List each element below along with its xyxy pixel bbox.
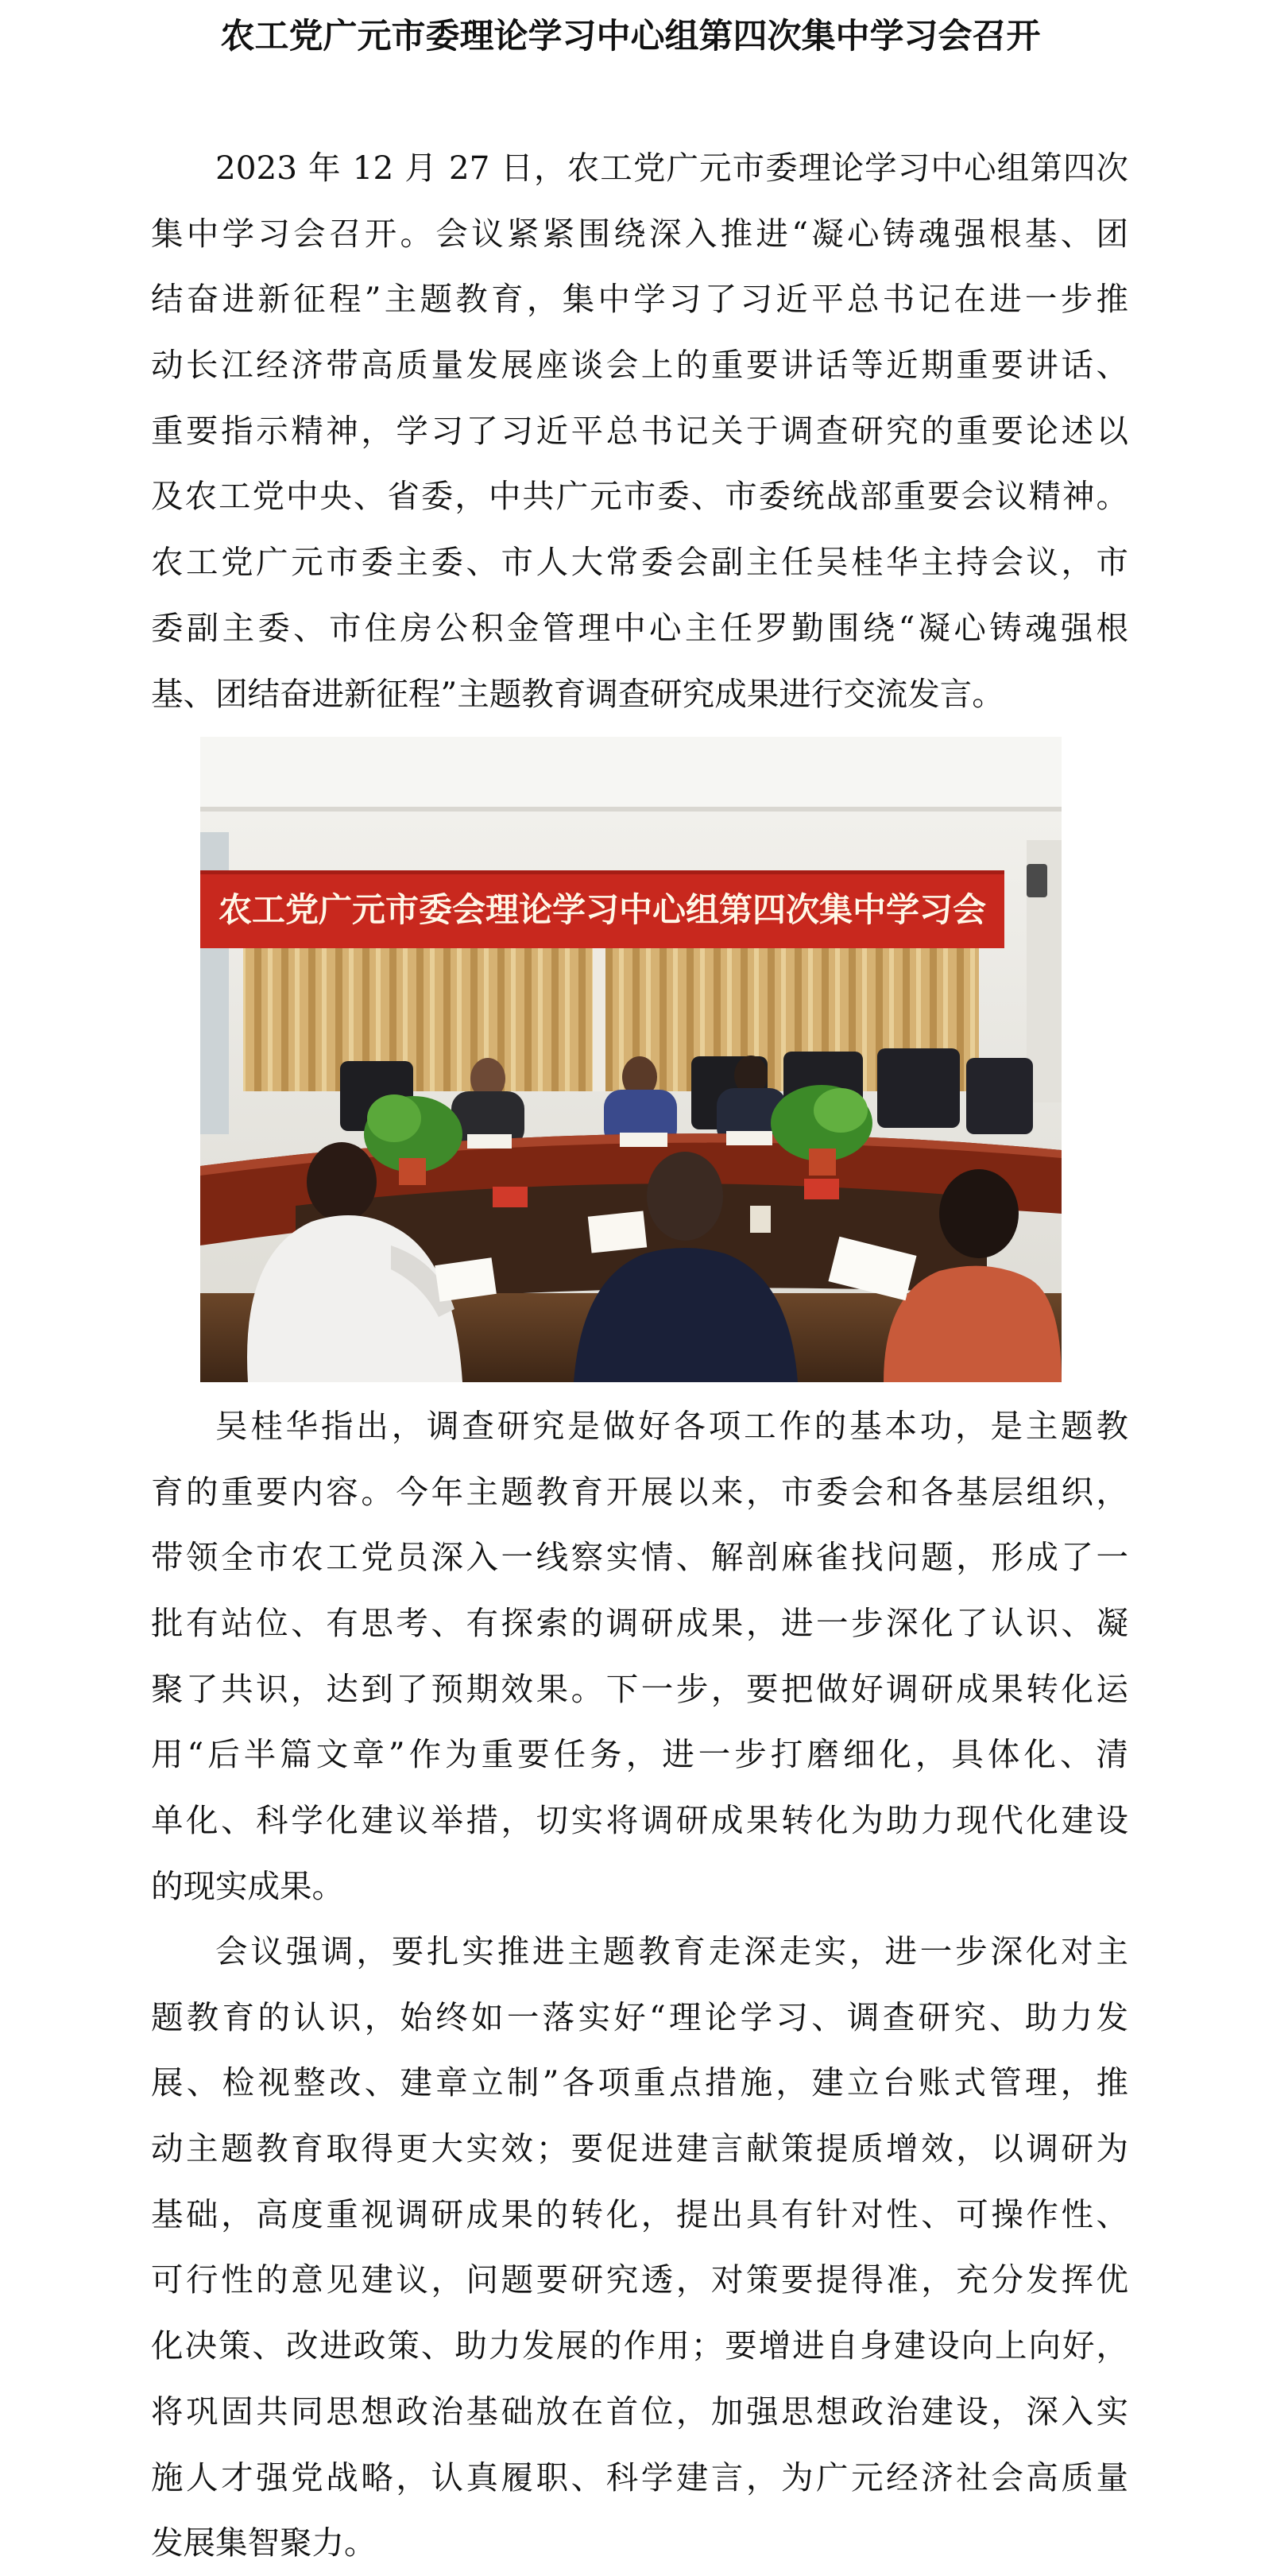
paragraph-line: 及农工党中央、省委，中共广元市委、市委统战部重要会议精神。 bbox=[151, 477, 1128, 516]
paragraph-line: 将巩固共同思想政治基础放在首位，加强思想政治建设，深入实 bbox=[151, 2392, 1128, 2431]
paragraph-line: 单化、科学化建议举措，切实将调研成果转化为助力现代化建设 bbox=[151, 1801, 1128, 1840]
paragraph-line: 题教育的认识，始终如一落实好“理论学习、调查研究、助力发 bbox=[151, 1997, 1128, 2036]
article-paragraph-3 bbox=[151, 1919, 1128, 2576]
paragraph-line: 施人才强党战略，认真履职、科学建言，为广元经济社会高质量 bbox=[151, 2458, 1128, 2497]
paragraph-line: 结奋进新征程”主题教育，集中学习了习近平总书记在进一步推 bbox=[151, 280, 1128, 319]
paragraph-line: 会议强调，要扎实推进主题教育走深走实，进一步深化对主 bbox=[215, 1932, 1128, 1970]
paragraph-line: 动主题教育取得更大实效；要促进建言献策提质增效，以调研为 bbox=[151, 2129, 1128, 2168]
paragraph-line: 动长江经济带高质量发展座谈会上的重要讲话等近期重要讲话、 bbox=[151, 346, 1128, 385]
paragraph-line: 化决策、改进政策、助力发展的作用；要增进自身建设向上向好， bbox=[151, 2326, 1128, 2365]
article-paragraph-2 bbox=[151, 1393, 1128, 1919]
paragraph-line: 聚了共识，达到了预期效果。下一步，要把做好调研成果转化运 bbox=[151, 1669, 1128, 1708]
paragraph-line: 的现实成果。 bbox=[151, 1866, 344, 1905]
paragraph-line: 育的重要内容。今年主题教育开展以来，市委会和各基层组织， bbox=[151, 1472, 1128, 1511]
paragraph-line: 发展集智聚力。 bbox=[151, 2524, 377, 2562]
paragraph-line: 批有站位、有思考、有探索的调研成果，进一步深化了认识、凝 bbox=[151, 1604, 1128, 1643]
paragraph-line: 2023 年 12 月 27 日，农工党广元市委理论学习中心组第四次 bbox=[215, 149, 1128, 187]
paragraph-line: 吴桂华指出，调查研究是做好各项工作的基本功，是主题教 bbox=[215, 1407, 1128, 1445]
paragraph-line: 重要指示精神，学习了习近平总书记关于调查研究的重要论述以 bbox=[151, 411, 1128, 450]
banner-text: 农工党广元市委会理论学习中心组第四次集中学习会 bbox=[218, 891, 987, 928]
paragraph-line: 带领全市农工党员深入一线察实情、解剖麻雀找问题，形成了一 bbox=[151, 1538, 1128, 1577]
paragraph-line: 农工党广元市委主委、市人大常委会副主任吴桂华主持会议，市 bbox=[151, 543, 1128, 582]
page-title: 农工党广元市委理论学习中心组第四次集中学习会召开 bbox=[220, 17, 1041, 56]
paragraph-line: 可行性的意见建议，问题要研究透，对策要提得准，充分发挥优 bbox=[151, 2260, 1128, 2299]
paragraph-line: 展、检视整改、建章立制”各项重点措施，建立台账式管理，推 bbox=[151, 2063, 1128, 2102]
article-paragraph-1 bbox=[151, 135, 1128, 726]
meeting-photo bbox=[200, 737, 1062, 1382]
paragraph-line: 委副主委、市住房公积金管理中心主任罗勤围绕“凝心铸魂强根 bbox=[151, 608, 1128, 647]
paragraph-line: 用“后半篇文章”作为重要任务，进一步打磨细化，具体化、清 bbox=[151, 1735, 1128, 1774]
paragraph-line: 基础，高度重视调研成果的转化，提出具有针对性、可操作性、 bbox=[151, 2194, 1128, 2233]
paragraph-line: 基、团结奋进新征程”主题教育调查研究成果进行交流发言。 bbox=[151, 674, 1004, 713]
paragraph-line: 集中学习会召开。会议紧紧围绕深入推进“凝心铸魂强根基、团 bbox=[151, 214, 1128, 253]
